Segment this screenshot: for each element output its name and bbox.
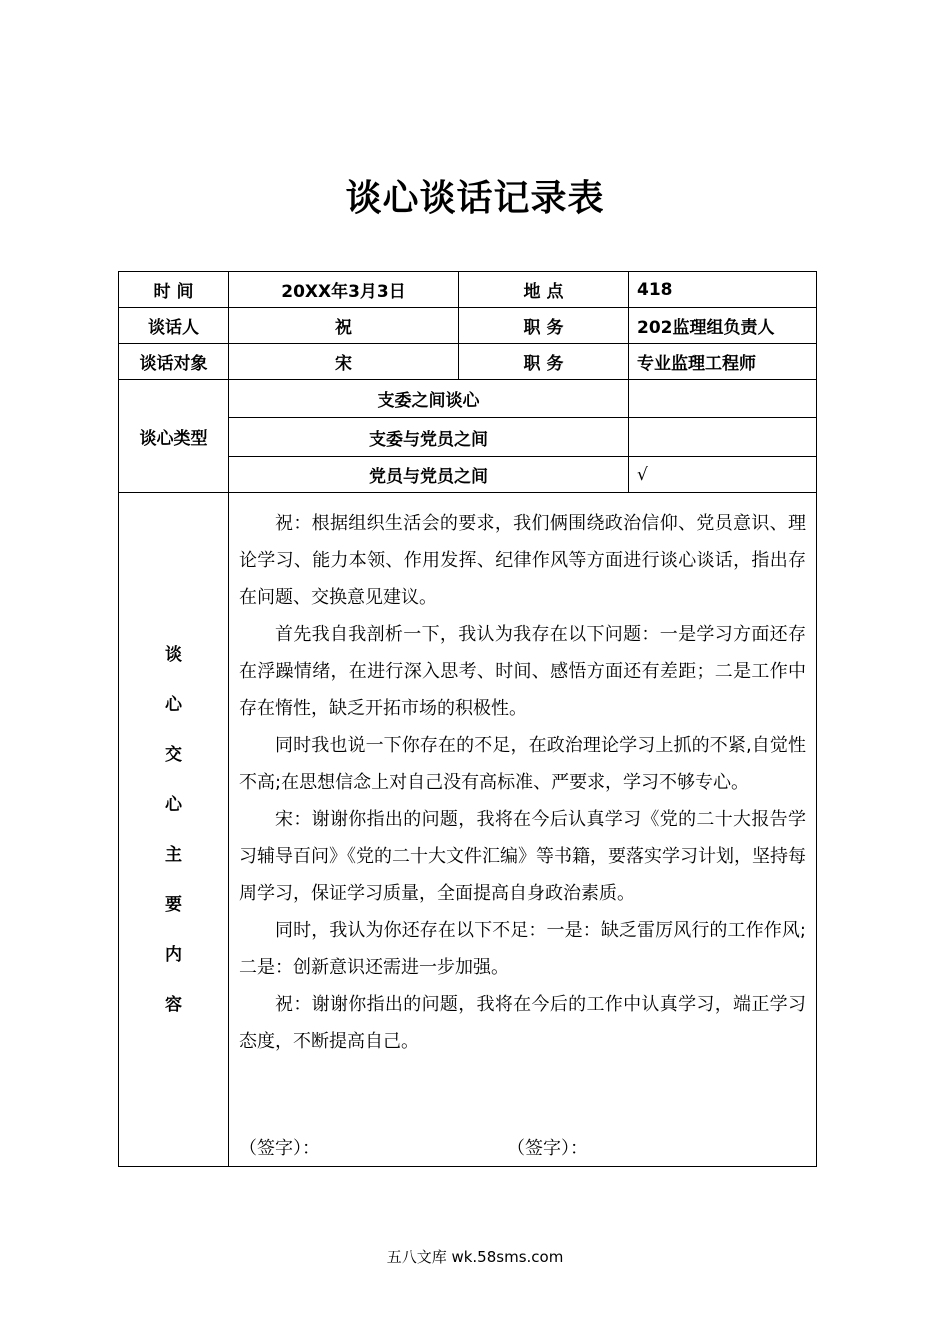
label-char: 主 [165,844,182,865]
target-value: 宋 [229,344,459,380]
talk-type-mark: √ [629,457,817,493]
row-type-1 [119,380,817,418]
page-title: 谈心谈话记录表 [345,177,605,219]
label-char: 要 [165,894,182,915]
conversation-paragraph: 祝：根据组织生活会的要求，我们俩围绕政治信仰、党员意识、理论学习、能力本领、作用发挥、纪律作风等方面进行谈心谈话，指出存在问题、交换意见建议。 [239,513,806,608]
row-time-place [119,272,817,308]
place-label: 地 点 [459,272,629,308]
label-char: 心 [165,794,182,815]
signature-1: （签字）： [239,1138,320,1159]
record-table [118,271,817,1167]
talk-type-mark [629,380,817,418]
time-label: 时 间 [119,272,229,308]
label-char: 谈 [165,644,182,665]
time-value: 20XX年3月3日 [229,272,459,308]
talk-type-option: 支委之间谈心 [229,380,629,418]
talk-type-option: 党员与党员之间 [229,457,629,493]
talker-label: 谈话人 [119,308,229,344]
content-section-label [119,493,229,1167]
talk-type-label: 谈心类型 [119,380,229,493]
conversation-paragraph: 同时，我认为你还存在以下不足：一是：缺乏雷厉风行的工作作风;二是：创新意识还需进一步加强。 [239,920,806,978]
row-target [119,344,817,380]
place-value: 418 [629,272,817,308]
label-char: 交 [165,744,182,765]
target-post-value: 专业监理工程师 [629,344,817,380]
target-post-label: 职 务 [459,344,629,380]
target-label: 谈话对象 [119,344,229,380]
conversation-paragraph: 首先我自我剖析一下，我认为我存在以下问题：一是学习方面还存在浮躁情绪，在进行深入思考、时间、感悟方面还有差距；二是工作中存在惰性，缺乏开拓市场的积极性。 [239,624,806,719]
talker-post-label: 职 务 [459,308,629,344]
row-content [119,493,817,1167]
label-char: 心 [165,694,182,715]
conversation-paragraph: 宋：谢谢你指出的问题，我将在今后认真学习《党的二十大报告学习辅导百问》《党的二十大文件汇编》等书籍，要落实学习计划，坚持每周学习，保证学习质量，全面提高自身政治素质。 [239,809,806,904]
conversation-content [229,493,817,1167]
row-talker [119,308,817,344]
talker-post-value: 202监理组负责人 [629,308,817,344]
signature-line [239,1134,799,1164]
label-char: 内 [165,944,182,965]
conversation-paragraph: 祝：谢谢你指出的问题，我将在今后的工作中认真学习，端正学习态度，不断提高自己。 [239,994,806,1052]
conversation-paragraph: 同时我也说一下你存在的不足，在政治理论学习上抓的不紧,自觉性不高;在思想信念上对自己没有高标准、严要求，学习不够专心。 [239,735,806,793]
label-char: 容 [165,994,182,1015]
footer-watermark: 五八文库 wk.58sms.com [386,1248,564,1266]
talk-type-mark [629,418,817,457]
signature-2: （签字）： [507,1138,588,1159]
talk-type-option: 支委与党员之间 [229,418,629,457]
talker-value: 祝 [229,308,459,344]
